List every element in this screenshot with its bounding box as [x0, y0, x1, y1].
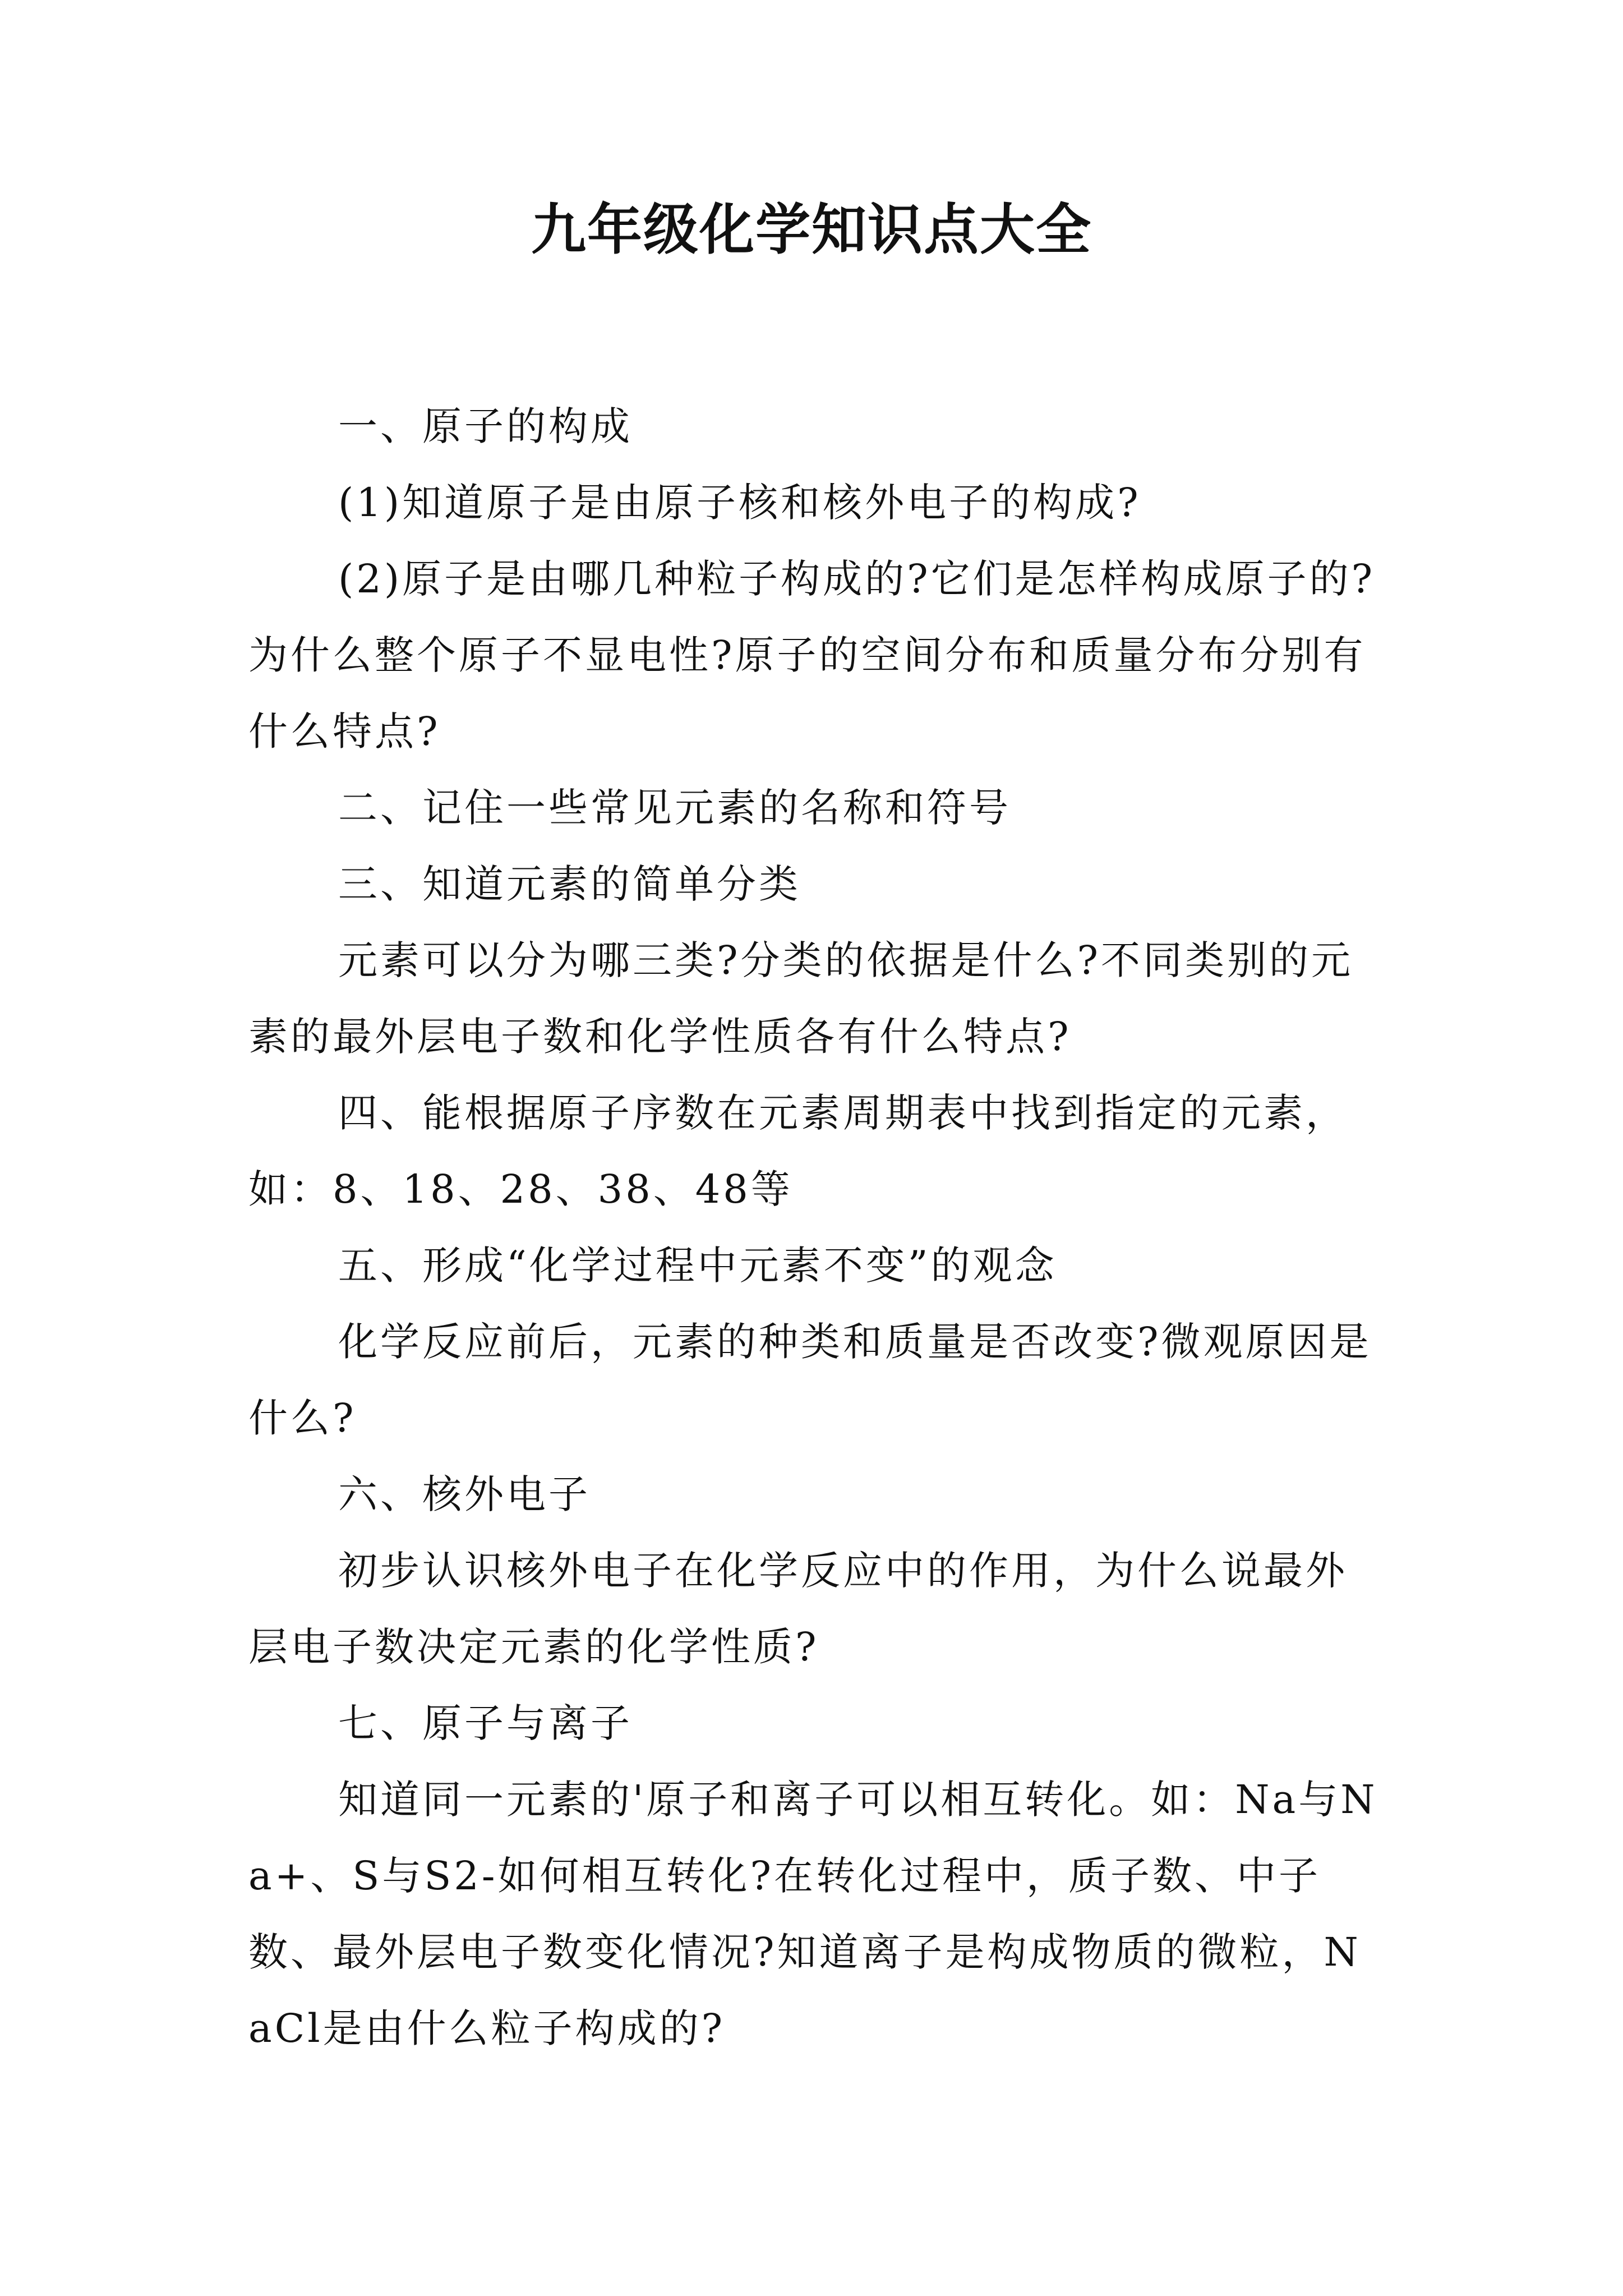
paragraph: (2)原子是由哪几种粒子构成的?它们是怎样构成原子的?为什么整个原子不显电性?原子的空间分布和质量分布分别有什么特点? [248, 556, 1376, 754]
paragraph: 元素可以分为哪三类?分类的依据是什么?不同类别的元素的最外层电子数和化学性质各有什么特点? [248, 937, 1354, 1060]
paragraph: (1)知道原子是由原子核和核外电子的构成? [338, 480, 1141, 526]
document-body [248, 388, 1384, 2067]
paragraph: 初步认识核外电子在化学反应中的作用，为什么说最外层电子数决定元素的化学性质? [248, 1548, 1348, 1670]
paragraph: 化学反应前后，元素的种类和质量是否改变?微观原因是什么? [248, 1319, 1372, 1441]
heading-outer-electrons: 六、核外电子 [338, 1471, 591, 1517]
heading-atom-structure: 一、原子的构成 [338, 403, 633, 449]
document-title: 九年级化学知识点大全 [531, 197, 1092, 262]
heading-atoms-and-ions: 七、原子与离子 [338, 1700, 633, 1746]
paragraph: 知道同一元素的'原子和离子可以相互转化。如：Na与Na+、S与S2-如何相互转化?在转化过程中，质子数、中子数、最外层电子数变化情况?知道离子是构成物质的微粒，NaCl是由什么粒子构成的? [248, 1777, 1378, 2051]
heading-periodic-table: 四、能根据原子序数在元素周期表中找到指定的元素，如：8、18、28、38、48等 [248, 1090, 1348, 1212]
heading-element-conservation: 五、形成“化学过程中元素不变”的观念 [338, 1243, 1057, 1289]
heading-element-names: 二、记住一些常见元素的名称和符号 [338, 785, 1011, 831]
heading-element-classification: 三、知道元素的简单分类 [338, 861, 801, 907]
